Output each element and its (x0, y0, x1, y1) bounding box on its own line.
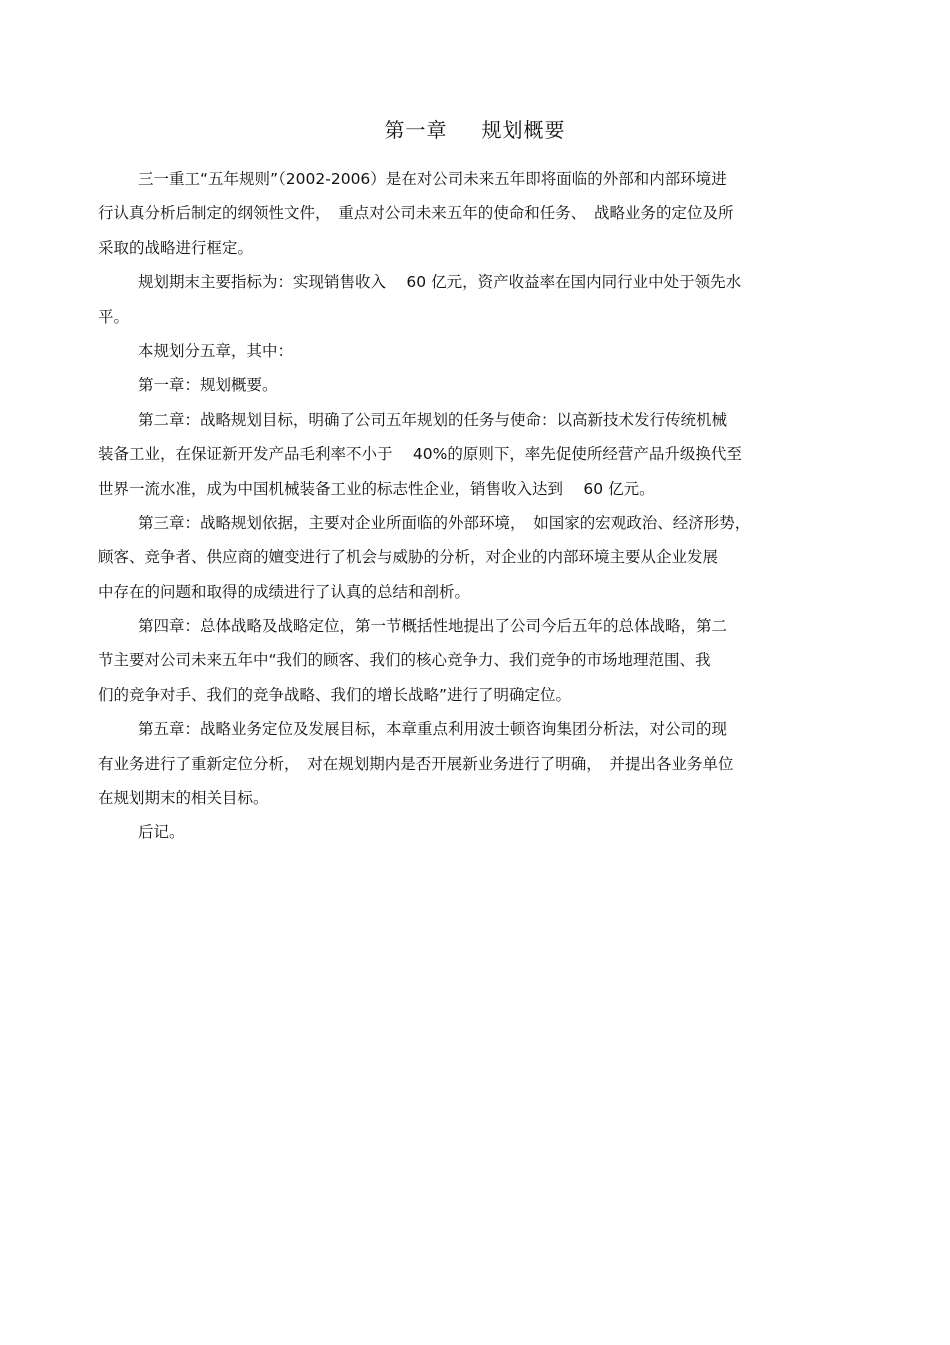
paragraph-line: 世界一流水准，成为中国机械装备工业的标志性企业，销售收入达到 60 亿元。 (98, 479, 655, 498)
paragraph (98, 815, 854, 849)
paragraph (98, 265, 854, 334)
paragraph (98, 368, 854, 402)
paragraph (98, 162, 854, 265)
paragraph-line: 装备工业，在保证新开发产品毛利率不小于 40%的原则下，率先促使所经营产品升级换代至 (98, 445, 742, 464)
paragraph-line: 规划期末主要指标为：实现销售收入 60 亿元，资产收益率在国内同行业中处于领先水 (138, 273, 742, 292)
paragraph (98, 609, 854, 712)
paragraph-line: 在规划期末的相关目标。 (98, 789, 269, 808)
paragraph-line: 第二章：战略规划目标，明确了公司五年规划的任务与使命：以高新技术发行传统机械 (138, 410, 728, 429)
paragraph-line: 中存在的问题和取得的成绩进行了认真的总结和剖析。 (98, 582, 471, 601)
paragraph-line: 采取的战略进行框定。 (98, 238, 254, 257)
paragraph-line: 后记。 (138, 823, 185, 842)
document-body (98, 162, 854, 850)
paragraph (98, 403, 854, 506)
paragraph (98, 712, 854, 815)
paragraph-line: 三一重工“五年规则”（2002-2006）是在对公司未来五年即将面临的外部和内部环境进 (138, 170, 727, 188)
paragraph-line: 行认真分析后制定的纲领性文件， 重点对公司未来五年的使命和任务、 战略业务的定位及所 (98, 204, 734, 223)
paragraph-line: 有业务进行了重新定位分析， 对在规划期内是否开展新业务进行了明确， 并提出各业务单位 (98, 754, 734, 773)
paragraph-line: 节主要对公司未来五年中“我们的顾客、我们的核心竞争力、我们竞争的市场地理范围、我 (98, 651, 711, 670)
paragraph-line: 第四章：总体战略及战略定位，第一节概括性地提出了公司今后五年的总体战略，第二 (138, 617, 728, 636)
paragraph-line: 第一章：规划概要。 (138, 376, 278, 395)
chapter-name: 规划概要 (481, 118, 566, 142)
paragraph (98, 334, 854, 368)
paragraph-line: 们的竞争对手、我们的竞争战略、我们的增长战略”进行了明确定位。 (98, 685, 572, 704)
paragraph (98, 506, 854, 609)
paragraph-line: 第三章：战略规划依据，主要对企业所面临的外部环境， 如国家的宏观政治、经济形势， (138, 513, 751, 532)
chapter-number: 第一章 (384, 118, 448, 142)
paragraph-line: 顾客、竞争者、供应商的嬗变进行了机会与威胁的分析，对企业的内部环境主要从企业发展 (98, 548, 719, 567)
paragraph-line: 第五章：战略业务定位及发展目标，本章重点利用波士顿咨询集团分析法，对公司的现 (138, 720, 728, 739)
paragraph-line: 平。 (98, 307, 130, 326)
chapter-title (0, 116, 950, 144)
paragraph-line: 本规划分五章，其中： (138, 341, 294, 360)
